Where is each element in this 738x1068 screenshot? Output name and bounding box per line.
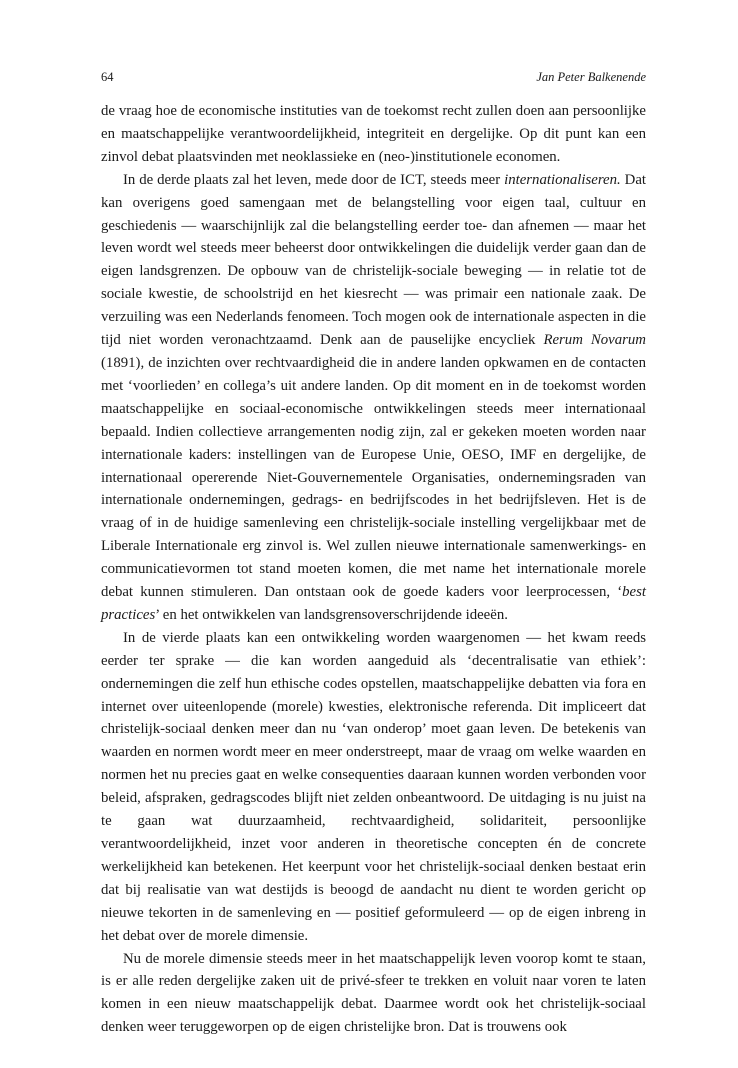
text-run: Nu de morele dimensie steeds meer in het maatschappelijk leven voorop komt te staan, is er alle reden dergelijke zaken uit de privé-sfeer te trekken en voluit naar voren te laten komen in een nieuw maatschappelijk debat. Daarmee wordt ook het christelijk-sociaal denken weer teruggeworpen op de eigen christelijke bron. Dat is trouwens ook	[101, 950, 646, 1036]
text-run: ’ en het ontwikkelen van landsgrensoverschrijdende ideeën.	[155, 606, 508, 623]
running-head	[101, 70, 646, 88]
text-run: In de derde plaats zal het leven, mede door de ICT, steeds meer	[123, 171, 505, 188]
text-run: Dat kan overigens goed samengaan met de belangstelling voor eigen taal, cultuur en geschiedenis — waarschijnlijk zal die belangstelling eerder toe- dan afnemen — maar het leven wordt wel steeds meer beheerst door ontwikkelingen die duidelijk verder gaan dan de eigen landsgrenzen. De opbouw van de christelijk-sociale beweging — in relatie tot de sociale kwestie, de schoolstrijd en het kiesrecht — was primair een nationale zaak. De verzuiling was een Nederlands fenomeen. Toch mogen ook de internationale aspecten in die tijd niet worden veronachtzaamd. Denk aan de pauselijke encycliek	[101, 171, 646, 349]
text-run: de vraag hoe de economische instituties van de toekomst recht zullen doen aan persoonlijke en maatschappelijke verantwoordelijkheid, integriteit en dergelijke. Op dit punt kan een zinvol debat plaatsvinden met neoklassieke en (neo-)institutionele economen.	[101, 103, 646, 165]
paragraph-3	[101, 627, 646, 948]
text-run: (1891), de inzichten over rechtvaardigheid die in andere landen opkwamen en de contacten met ‘voorlieden’ en collega’s uit andere landen. Op dit moment en in de toekomst worden maatschappelijke en sociaal-economische ontwikkelingen steeds meer internationaal bepaald. Indien collectieve arrangementen nodig zijn, zal er gekeken moeten worden naar internationale kaders: instellingen van de Europese Unie, OESO, IMF en dergelijke, de internationaal opererende Niet-Gouvernementele Organisaties, ondernemingsraden van internationale ondernemingen, gedrags- en bedrijfscodes in het bedrijfsleven. Het is de vraag of in de huidige samenleving een christelijk-sociale instelling vergelijkbaar met de Liberale Internationale erg zinvol is. Wel zullen nieuwe internationale samenwerkings- en communicatievormen tot stand moeten komen, die met name het internationale morele debat kunnen stimuleren. Dan ontstaan ook de goede kaders voor leerprocessen, ‘	[101, 354, 646, 601]
text-run: In de vierde plaats kan een ontwikkeling worden waargenomen — het kwam reeds eerder ter sprake — die kan worden aangeduid als ‘decentralisatie van ethiek’: ondernemingen die zelf hun ethische codes opstellen, maatschappelijke debatten via fora en internet over uiteenlopende (morele) kwesties, elektronische referenda. Dit impliceert dat christelijk-sociaal denken meer dan nu ‘van onderop’ moet gaan leven. De betekenis van waarden en normen wordt meer en meer onderstreept, maar de vraag om welke waarden en normen het nu precies gaat en welke consequenties daaraan kunnen worden verbonden voor beleid, afspraken, gedragscodes blijft niet zelden onbeantwoord. De uitdaging is nu juist na te gaan wat duurzaamheid, rechtvaardigheid, solidariteit, persoonlijke verantwoordelijkheid, inzet voor anderen in theoretische concepten én de concrete werkelijkheid kan betekenen. Het keerpunt voor het christelijk-sociaal denken bestaat erin dat bij realisatie van wat destijds is beoogd de aandacht nu dient te worden gericht op nieuwe tekorten in de samenleving en — positief geformuleerd — op de eigen inbreng in het debat over de morele dimensie.	[101, 629, 646, 944]
italic-text-run: best practices	[101, 584, 646, 623]
italic-text-run: internationaliseren.	[504, 171, 621, 188]
body-text	[101, 100, 646, 1039]
paragraph-1	[101, 100, 646, 169]
paragraph-2	[101, 169, 646, 627]
italic-text-run: Rerum Novarum	[543, 332, 646, 349]
page-number: 64	[101, 70, 114, 84]
running-author: Jan Peter Balkenende	[536, 70, 646, 84]
paragraph-4	[101, 948, 646, 1040]
